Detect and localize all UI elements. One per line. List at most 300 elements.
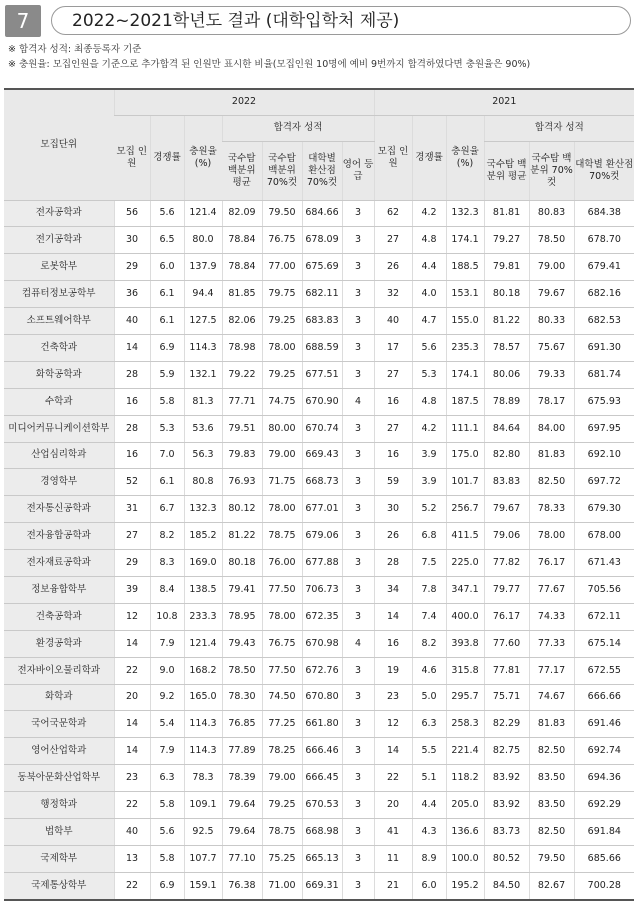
cell-english-grade-2022: 3 xyxy=(342,254,374,281)
cell-quota-2022: 22 xyxy=(114,872,150,899)
cell-univ-score-70-2021: 697.95 xyxy=(574,415,634,442)
cell-department: 법학부 xyxy=(4,818,114,845)
cell-univ-score-70-2022: 668.73 xyxy=(302,469,342,496)
cell-korean-math-70-2021: 74.33 xyxy=(529,603,574,630)
cell-korean-math-70-2021: 83.50 xyxy=(529,765,574,792)
cell-fill-rate-2021: 225.0 xyxy=(446,550,484,577)
cell-korean-math-avg-2021: 77.81 xyxy=(484,657,529,684)
table-row xyxy=(4,442,634,469)
cell-korean-math-70-2022: 78.00 xyxy=(262,334,302,361)
cell-korean-math-avg-2021: 82.29 xyxy=(484,711,529,738)
cell-fill-rate-2022: 121.4 xyxy=(184,200,222,227)
cell-fill-rate-2021: 258.3 xyxy=(446,711,484,738)
cell-univ-score-70-2022: 683.83 xyxy=(302,308,342,335)
cell-korean-math-70-2021: 77.33 xyxy=(529,630,574,657)
cell-competition-2022: 6.5 xyxy=(150,227,184,254)
cell-fill-rate-2021: 315.8 xyxy=(446,657,484,684)
cell-korean-math-70-2022: 71.00 xyxy=(262,872,302,899)
cell-univ-score-70-2021: 694.36 xyxy=(574,765,634,792)
cell-quota-2021: 16 xyxy=(374,442,412,469)
table-row xyxy=(4,765,634,792)
cell-korean-math-70-2022: 79.25 xyxy=(262,792,302,819)
cell-univ-score-70-2022: 670.53 xyxy=(302,792,342,819)
cell-department: 국제학부 xyxy=(4,845,114,872)
cell-quota-2021: 27 xyxy=(374,361,412,388)
cell-quota-2022: 22 xyxy=(114,657,150,684)
cell-korean-math-avg-2022: 78.84 xyxy=(222,254,262,281)
cell-korean-math-70-2021: 82.50 xyxy=(529,738,574,765)
cell-competition-2022: 6.1 xyxy=(150,308,184,335)
cell-competition-2021: 7.5 xyxy=(412,550,446,577)
cell-korean-math-avg-2022: 82.09 xyxy=(222,200,262,227)
cell-department: 컴퓨터정보공학부 xyxy=(4,281,114,308)
cell-fill-rate-2022: 80.0 xyxy=(184,227,222,254)
cell-korean-math-70-2021: 82.50 xyxy=(529,469,574,496)
table-row xyxy=(4,818,634,845)
cell-competition-2021: 5.6 xyxy=(412,334,446,361)
cell-univ-score-70-2022: 670.98 xyxy=(302,630,342,657)
cell-korean-math-avg-2022: 78.84 xyxy=(222,227,262,254)
cell-korean-math-avg-2021: 83.92 xyxy=(484,792,529,819)
cell-competition-2021: 4.3 xyxy=(412,818,446,845)
cell-korean-math-70-2022: 79.00 xyxy=(262,765,302,792)
cell-fill-rate-2022: 114.3 xyxy=(184,334,222,361)
cell-korean-math-70-2021: 79.67 xyxy=(529,281,574,308)
cell-korean-math-avg-2022: 80.12 xyxy=(222,496,262,523)
cell-univ-score-70-2021: 685.66 xyxy=(574,845,634,872)
cell-fill-rate-2021: 393.8 xyxy=(446,630,484,657)
cell-fill-rate-2022: 132.3 xyxy=(184,496,222,523)
cell-department: 전자재료공학과 xyxy=(4,550,114,577)
cell-korean-math-70-2021: 77.67 xyxy=(529,576,574,603)
cell-fill-rate-2021: 235.3 xyxy=(446,334,484,361)
table-row xyxy=(4,738,634,765)
cell-english-grade-2022: 3 xyxy=(342,523,374,550)
cell-quota-2022: 40 xyxy=(114,818,150,845)
cell-univ-score-70-2021: 679.41 xyxy=(574,254,634,281)
cell-korean-math-avg-2022: 79.43 xyxy=(222,630,262,657)
cell-korean-math-avg-2021: 77.60 xyxy=(484,630,529,657)
cell-competition-2021: 6.8 xyxy=(412,523,446,550)
cell-quota-2021: 14 xyxy=(374,603,412,630)
cell-korean-math-avg-2022: 77.71 xyxy=(222,388,262,415)
cell-korean-math-avg-2021: 77.82 xyxy=(484,550,529,577)
cell-korean-math-70-2021: 78.00 xyxy=(529,523,574,550)
cell-korean-math-70-2022: 76.00 xyxy=(262,550,302,577)
cell-korean-math-avg-2022: 79.51 xyxy=(222,415,262,442)
cell-department: 전자통신공학과 xyxy=(4,496,114,523)
cell-univ-score-70-2022: 666.45 xyxy=(302,765,342,792)
cell-korean-math-avg-2022: 79.64 xyxy=(222,792,262,819)
header-univ-score-70-2022: 대학별 환산점 70%컷 xyxy=(302,141,342,200)
cell-competition-2022: 6.3 xyxy=(150,765,184,792)
cell-korean-math-70-2022: 79.25 xyxy=(262,308,302,335)
cell-competition-2022: 5.6 xyxy=(150,200,184,227)
cell-english-grade-2022: 3 xyxy=(342,711,374,738)
cell-korean-math-70-2021: 79.00 xyxy=(529,254,574,281)
cell-competition-2021: 4.7 xyxy=(412,308,446,335)
cell-univ-score-70-2021: 678.70 xyxy=(574,227,634,254)
cell-quota-2021: 19 xyxy=(374,657,412,684)
title-box xyxy=(51,6,631,35)
cell-quota-2022: 56 xyxy=(114,200,150,227)
cell-english-grade-2022: 3 xyxy=(342,576,374,603)
cell-fill-rate-2021: 411.5 xyxy=(446,523,484,550)
cell-english-grade-2022: 3 xyxy=(342,818,374,845)
table-row xyxy=(4,361,634,388)
cell-univ-score-70-2022: 668.98 xyxy=(302,818,342,845)
cell-fill-rate-2022: 80.8 xyxy=(184,469,222,496)
cell-competition-2022: 5.9 xyxy=(150,361,184,388)
table-row xyxy=(4,550,634,577)
cell-fill-rate-2022: 233.3 xyxy=(184,603,222,630)
cell-fill-rate-2021: 174.1 xyxy=(446,227,484,254)
cell-department: 건축학과 xyxy=(4,334,114,361)
cell-competition-2022: 5.8 xyxy=(150,792,184,819)
cell-quota-2021: 40 xyxy=(374,308,412,335)
cell-korean-math-70-2021: 75.67 xyxy=(529,334,574,361)
cell-english-grade-2022: 3 xyxy=(342,200,374,227)
header-korean-math-70-2021: 국수탐 백분위 70%컷 xyxy=(529,141,574,200)
cell-univ-score-70-2022: 672.35 xyxy=(302,603,342,630)
cell-competition-2021: 3.9 xyxy=(412,442,446,469)
cell-quota-2021: 22 xyxy=(374,765,412,792)
cell-korean-math-70-2022: 77.50 xyxy=(262,576,302,603)
header-competition-2021: 경쟁률 xyxy=(412,115,446,200)
cell-competition-2021: 5.3 xyxy=(412,361,446,388)
table-row xyxy=(4,254,634,281)
cell-korean-math-70-2021: 83.50 xyxy=(529,792,574,819)
cell-fill-rate-2022: 121.4 xyxy=(184,630,222,657)
cell-department: 행정학과 xyxy=(4,792,114,819)
cell-korean-math-70-2022: 77.25 xyxy=(262,711,302,738)
cell-department: 화학공학과 xyxy=(4,361,114,388)
cell-korean-math-70-2022: 75.25 xyxy=(262,845,302,872)
title-bar xyxy=(5,5,634,37)
cell-quota-2021: 59 xyxy=(374,469,412,496)
cell-english-grade-2022: 3 xyxy=(342,738,374,765)
cell-univ-score-70-2022: 661.80 xyxy=(302,711,342,738)
cell-quota-2021: 12 xyxy=(374,711,412,738)
cell-univ-score-70-2022: 682.11 xyxy=(302,281,342,308)
cell-univ-score-70-2022: 666.46 xyxy=(302,738,342,765)
cell-quota-2021: 23 xyxy=(374,684,412,711)
header-korean-math-70-2022: 국수탐 백분위 70%컷 xyxy=(262,141,302,200)
cell-quota-2022: 27 xyxy=(114,523,150,550)
cell-competition-2022: 5.6 xyxy=(150,818,184,845)
cell-quota-2022: 22 xyxy=(114,792,150,819)
cell-department: 미디어커뮤니케이션학부 xyxy=(4,415,114,442)
table-row xyxy=(4,792,634,819)
cell-department: 전자공학과 xyxy=(4,200,114,227)
cell-competition-2021: 4.0 xyxy=(412,281,446,308)
cell-korean-math-avg-2022: 78.95 xyxy=(222,603,262,630)
cell-fill-rate-2022: 168.2 xyxy=(184,657,222,684)
cell-department: 전기공학과 xyxy=(4,227,114,254)
cell-korean-math-avg-2021: 84.64 xyxy=(484,415,529,442)
cell-quota-2021: 16 xyxy=(374,388,412,415)
cell-korean-math-70-2021: 78.33 xyxy=(529,496,574,523)
table-row xyxy=(4,845,634,872)
header-scores-2022: 합격자 성적 xyxy=(222,115,374,141)
cell-quota-2021: 30 xyxy=(374,496,412,523)
cell-fill-rate-2021: 100.0 xyxy=(446,845,484,872)
cell-univ-score-70-2021: 700.28 xyxy=(574,872,634,899)
cell-fill-rate-2021: 195.2 xyxy=(446,872,484,899)
cell-korean-math-70-2022: 78.75 xyxy=(262,523,302,550)
header-unit: 모집단위 xyxy=(4,89,114,200)
cell-korean-math-avg-2022: 82.06 xyxy=(222,308,262,335)
cell-quota-2022: 39 xyxy=(114,576,150,603)
cell-english-grade-2022: 4 xyxy=(342,630,374,657)
cell-fill-rate-2021: 400.0 xyxy=(446,603,484,630)
cell-competition-2022: 6.9 xyxy=(150,334,184,361)
cell-korean-math-70-2022: 78.00 xyxy=(262,603,302,630)
cell-fill-rate-2022: 159.1 xyxy=(184,872,222,899)
cell-korean-math-70-2021: 76.17 xyxy=(529,550,574,577)
cell-univ-score-70-2022: 677.51 xyxy=(302,361,342,388)
table-row xyxy=(4,496,634,523)
cell-korean-math-70-2022: 79.25 xyxy=(262,361,302,388)
cell-quota-2022: 23 xyxy=(114,765,150,792)
cell-english-grade-2022: 3 xyxy=(342,227,374,254)
cell-univ-score-70-2021: 679.30 xyxy=(574,496,634,523)
cell-univ-score-70-2021: 672.11 xyxy=(574,603,634,630)
cell-department: 국제통상학부 xyxy=(4,872,114,899)
cell-quota-2022: 14 xyxy=(114,738,150,765)
cell-univ-score-70-2021: 692.10 xyxy=(574,442,634,469)
cell-fill-rate-2022: 185.2 xyxy=(184,523,222,550)
cell-fill-rate-2022: 165.0 xyxy=(184,684,222,711)
cell-univ-score-70-2022: 669.43 xyxy=(302,442,342,469)
cell-korean-math-70-2022: 80.00 xyxy=(262,415,302,442)
cell-univ-score-70-2022: 669.31 xyxy=(302,872,342,899)
table-row xyxy=(4,684,634,711)
cell-korean-math-avg-2021: 81.81 xyxy=(484,200,529,227)
cell-univ-score-70-2022: 670.80 xyxy=(302,684,342,711)
cell-univ-score-70-2021: 692.29 xyxy=(574,792,634,819)
cell-korean-math-70-2022: 78.00 xyxy=(262,496,302,523)
cell-korean-math-avg-2022: 76.85 xyxy=(222,711,262,738)
cell-quota-2022: 14 xyxy=(114,630,150,657)
cell-korean-math-70-2022: 76.75 xyxy=(262,630,302,657)
cell-fill-rate-2021: 174.1 xyxy=(446,361,484,388)
cell-competition-2021: 6.3 xyxy=(412,711,446,738)
cell-korean-math-70-2022: 74.75 xyxy=(262,388,302,415)
cell-department: 화학과 xyxy=(4,684,114,711)
header-korean-math-avg-2022: 국수탐 백분위 평균 xyxy=(222,141,262,200)
results-table xyxy=(4,88,634,901)
cell-competition-2022: 9.2 xyxy=(150,684,184,711)
cell-univ-score-70-2021: 697.72 xyxy=(574,469,634,496)
cell-department: 건축공학과 xyxy=(4,603,114,630)
cell-quota-2022: 36 xyxy=(114,281,150,308)
cell-fill-rate-2021: 101.7 xyxy=(446,469,484,496)
table-row xyxy=(4,630,634,657)
notes xyxy=(8,42,530,72)
cell-competition-2021: 8.2 xyxy=(412,630,446,657)
cell-quota-2022: 28 xyxy=(114,361,150,388)
header-univ-score-70-2021: 대학별 환산점 70%컷 xyxy=(574,141,634,200)
cell-univ-score-70-2021: 682.16 xyxy=(574,281,634,308)
cell-korean-math-avg-2022: 79.64 xyxy=(222,818,262,845)
cell-korean-math-avg-2021: 76.17 xyxy=(484,603,529,630)
header-competition-2022: 경쟁률 xyxy=(150,115,184,200)
cell-fill-rate-2021: 111.1 xyxy=(446,415,484,442)
cell-quota-2022: 12 xyxy=(114,603,150,630)
cell-fill-rate-2022: 92.5 xyxy=(184,818,222,845)
cell-english-grade-2022: 3 xyxy=(342,415,374,442)
cell-competition-2022: 10.8 xyxy=(150,603,184,630)
cell-fill-rate-2021: 221.4 xyxy=(446,738,484,765)
cell-univ-score-70-2022: 677.01 xyxy=(302,496,342,523)
header-year-2021: 2021 xyxy=(374,89,634,115)
cell-korean-math-avg-2022: 79.41 xyxy=(222,576,262,603)
cell-quota-2021: 26 xyxy=(374,254,412,281)
table-row xyxy=(4,523,634,550)
cell-fill-rate-2022: 81.3 xyxy=(184,388,222,415)
cell-competition-2021: 8.9 xyxy=(412,845,446,872)
cell-competition-2022: 6.1 xyxy=(150,281,184,308)
cell-quota-2021: 14 xyxy=(374,738,412,765)
cell-korean-math-70-2021: 82.67 xyxy=(529,872,574,899)
header-fill-rate-2022: 충원율 (%) xyxy=(184,115,222,200)
cell-univ-score-70-2021: 675.14 xyxy=(574,630,634,657)
cell-korean-math-avg-2021: 79.27 xyxy=(484,227,529,254)
cell-korean-math-avg-2022: 81.85 xyxy=(222,281,262,308)
cell-korean-math-avg-2022: 78.98 xyxy=(222,334,262,361)
cell-univ-score-70-2021: 691.30 xyxy=(574,334,634,361)
cell-quota-2022: 31 xyxy=(114,496,150,523)
cell-quota-2022: 14 xyxy=(114,711,150,738)
cell-univ-score-70-2022: 665.13 xyxy=(302,845,342,872)
cell-korean-math-avg-2021: 83.73 xyxy=(484,818,529,845)
cell-competition-2021: 4.2 xyxy=(412,415,446,442)
cell-korean-math-70-2022: 74.50 xyxy=(262,684,302,711)
cell-competition-2022: 9.0 xyxy=(150,657,184,684)
cell-competition-2021: 5.1 xyxy=(412,765,446,792)
cell-univ-score-70-2021: 675.93 xyxy=(574,388,634,415)
cell-department: 정보융합학부 xyxy=(4,576,114,603)
cell-quota-2021: 27 xyxy=(374,415,412,442)
cell-quota-2022: 40 xyxy=(114,308,150,335)
cell-competition-2021: 7.8 xyxy=(412,576,446,603)
cell-competition-2021: 3.9 xyxy=(412,469,446,496)
cell-korean-math-70-2021: 77.17 xyxy=(529,657,574,684)
cell-fill-rate-2021: 295.7 xyxy=(446,684,484,711)
cell-english-grade-2022: 3 xyxy=(342,308,374,335)
cell-fill-rate-2021: 136.6 xyxy=(446,818,484,845)
cell-univ-score-70-2022: 688.59 xyxy=(302,334,342,361)
table-row xyxy=(4,603,634,630)
table-row xyxy=(4,657,634,684)
cell-korean-math-avg-2022: 76.38 xyxy=(222,872,262,899)
table-row xyxy=(4,711,634,738)
cell-korean-math-avg-2022: 79.22 xyxy=(222,361,262,388)
cell-department: 동북아문화산업학부 xyxy=(4,765,114,792)
cell-quota-2021: 17 xyxy=(374,334,412,361)
cell-department: 산업심리학과 xyxy=(4,442,114,469)
cell-quota-2021: 16 xyxy=(374,630,412,657)
cell-korean-math-70-2022: 71.75 xyxy=(262,469,302,496)
cell-competition-2022: 5.3 xyxy=(150,415,184,442)
cell-english-grade-2022: 3 xyxy=(342,442,374,469)
cell-department: 국어국문학과 xyxy=(4,711,114,738)
cell-korean-math-avg-2021: 79.67 xyxy=(484,496,529,523)
cell-korean-math-avg-2021: 78.57 xyxy=(484,334,529,361)
cell-fill-rate-2021: 347.1 xyxy=(446,576,484,603)
cell-quota-2021: 41 xyxy=(374,818,412,845)
cell-competition-2022: 7.9 xyxy=(150,738,184,765)
cell-korean-math-avg-2022: 78.30 xyxy=(222,684,262,711)
cell-fill-rate-2022: 114.3 xyxy=(184,738,222,765)
cell-fill-rate-2022: 138.5 xyxy=(184,576,222,603)
cell-univ-score-70-2021: 666.66 xyxy=(574,684,634,711)
cell-english-grade-2022: 3 xyxy=(342,550,374,577)
cell-univ-score-70-2021: 682.53 xyxy=(574,308,634,335)
cell-quota-2022: 52 xyxy=(114,469,150,496)
cell-quota-2021: 26 xyxy=(374,523,412,550)
cell-english-grade-2022: 3 xyxy=(342,469,374,496)
cell-univ-score-70-2022: 670.74 xyxy=(302,415,342,442)
cell-competition-2021: 4.4 xyxy=(412,792,446,819)
cell-korean-math-avg-2021: 79.81 xyxy=(484,254,529,281)
header-scores-2021: 합격자 성적 xyxy=(484,115,634,141)
cell-competition-2021: 4.4 xyxy=(412,254,446,281)
cell-univ-score-70-2022: 672.76 xyxy=(302,657,342,684)
cell-univ-score-70-2021: 705.56 xyxy=(574,576,634,603)
cell-korean-math-70-2021: 80.33 xyxy=(529,308,574,335)
cell-competition-2022: 5.4 xyxy=(150,711,184,738)
cell-korean-math-avg-2021: 79.06 xyxy=(484,523,529,550)
cell-english-grade-2022: 3 xyxy=(342,657,374,684)
note-score-basis: ※ 합격자 성적: 최종등록자 기준 xyxy=(8,44,142,55)
cell-univ-score-70-2021: 692.74 xyxy=(574,738,634,765)
cell-korean-math-avg-2022: 77.10 xyxy=(222,845,262,872)
cell-fill-rate-2021: 153.1 xyxy=(446,281,484,308)
cell-fill-rate-2022: 109.1 xyxy=(184,792,222,819)
table-row xyxy=(4,576,634,603)
cell-korean-math-avg-2021: 82.75 xyxy=(484,738,529,765)
cell-fill-rate-2022: 94.4 xyxy=(184,281,222,308)
cell-department: 경영학부 xyxy=(4,469,114,496)
cell-fill-rate-2022: 56.3 xyxy=(184,442,222,469)
cell-korean-math-70-2022: 79.50 xyxy=(262,200,302,227)
cell-korean-math-70-2022: 78.25 xyxy=(262,738,302,765)
cell-department: 영어산업학과 xyxy=(4,738,114,765)
cell-competition-2021: 6.0 xyxy=(412,872,446,899)
cell-fill-rate-2021: 188.5 xyxy=(446,254,484,281)
cell-quota-2021: 34 xyxy=(374,576,412,603)
cell-quota-2022: 16 xyxy=(114,442,150,469)
cell-korean-math-70-2022: 78.75 xyxy=(262,818,302,845)
cell-competition-2022: 7.9 xyxy=(150,630,184,657)
cell-fill-rate-2022: 169.0 xyxy=(184,550,222,577)
note-fill-rate: ※ 충원율: 모집인원을 기준으로 추가합격 된 인원만 표시한 비율(모집인원 10명에 예비 9번까지 합격하였다면 충원율은 90%) xyxy=(8,59,531,70)
cell-quota-2022: 13 xyxy=(114,845,150,872)
cell-korean-math-avg-2021: 75.71 xyxy=(484,684,529,711)
cell-english-grade-2022: 3 xyxy=(342,684,374,711)
cell-korean-math-avg-2021: 80.06 xyxy=(484,361,529,388)
cell-department: 소프트웨어학부 xyxy=(4,308,114,335)
cell-english-grade-2022: 3 xyxy=(342,765,374,792)
cell-univ-score-70-2022: 670.90 xyxy=(302,388,342,415)
cell-univ-score-70-2022: 677.88 xyxy=(302,550,342,577)
cell-quota-2022: 29 xyxy=(114,254,150,281)
cell-univ-score-70-2022: 706.73 xyxy=(302,576,342,603)
cell-competition-2021: 4.2 xyxy=(412,200,446,227)
cell-univ-score-70-2021: 681.74 xyxy=(574,361,634,388)
